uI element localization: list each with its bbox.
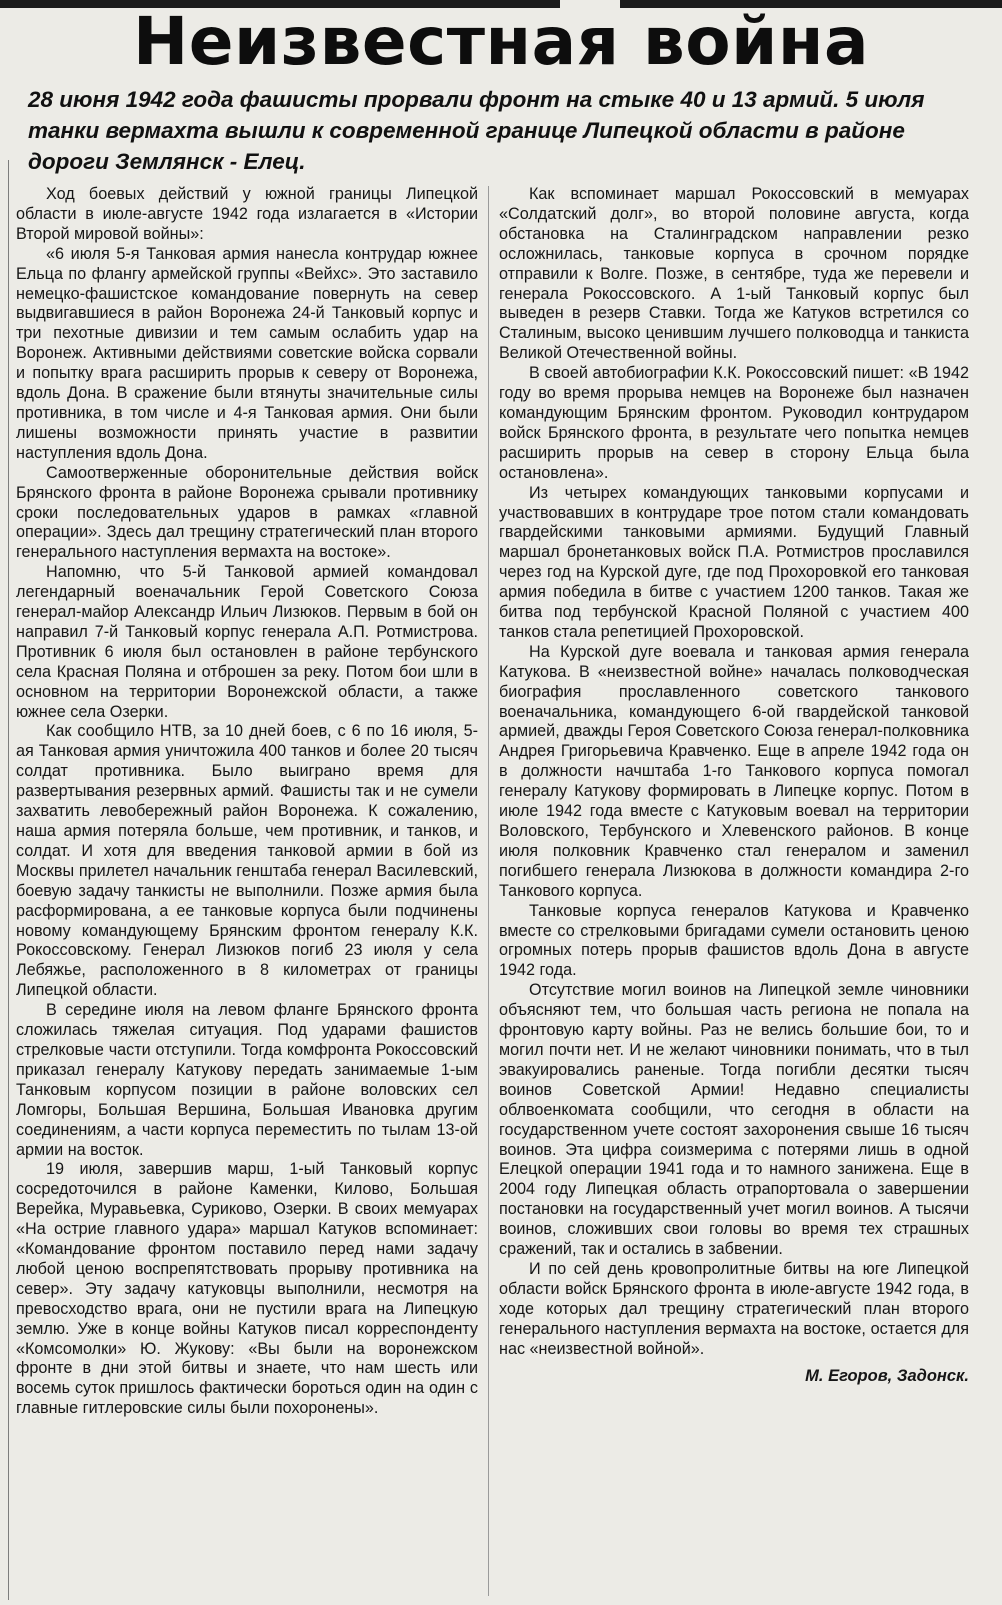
- paragraph: На Курской дуге воевала и танковая армия генерала Катукова. В «неизвестной войне» началась полководческая биография прославленного советского танкового военачальника, командующего 6-ой гвардейской танковой армией, дважды Героя Советского Союза генерал-полковника Андрея Григорьевича Кравченко. Еще в апреле 1942 года он в должности начштаба 1-го Танкового корпуса помогал генералу Катукову формировать в Липецке корпус. Потом в июле 1942 года вместе с Катуковым воевал на территории Воловского, Тербунского и Хлевенского районов. В конце июля полковник Кравченко стал генералом и заменил погибшего генерала Лизюкова в должности командира 2-го Танкового корпуса.: [499, 642, 969, 900]
- paragraph: И по сей день кровопролитные битвы на юге Липецкой области войск Брянского фронта в июле-августе 1942 года, в ходе которых дал трещину стратегический план второго генерального наступления вермахта на востоке, остается для нас «неизвестной войной».: [499, 1259, 969, 1358]
- paragraph: В середине июля на левом фланге Брянского фронта сложилась тяжелая ситуация. Под ударами фашистов стрелковые части отступили. Тогда комфронта Рокоссовский приказал генералу Катукову передать занимаемые 1-ым Танковым корпусом позиции в районе воловских сел Ломгоры, Большая Вершина, Большая Ивановка другим соединениям, а части корпуса переместить по тылам 13-ой армии на восток.: [16, 1001, 478, 1159]
- paragraph: Отсутствие могил воинов на Липецкой земле чиновники объясняют тем, что большая часть региона не попала на фронтовую карту войны. Раз не велись большие бои, то и могил почти нет. И не желают чиновники понимать, что в тыл эвакуировались раненые. Тогда погибли десятки тысяч воинов Советской Армии! Недавно специалисты облвоенкомата сообщили, что сегодня в области на государственном учете состоят захоронения свыше 16 тысяч воинов. Эта цифра соизмерима с потерями лишь в одной Елецкой операции 1941 года и то намного занижена. Еще в 2004 году Липецкая область отрапортовала о завершении постановки на государственный учет могил воинов. А тысячи воинов, сложивших свои головы во время тех страшных сражений, так и остались в забвении.: [499, 981, 969, 1259]
- paragraph: Напомню, что 5-й Танковой армией командовал легендарный военачальник Герой Советского Союза генерал-майор Александр Ильич Лизюков. Первым в бой он направил 7-й Танковый корпус генерала А.П. Ротмистрова. Противник 6 июля был остановлен в районе тербунского села Красная Поляна и отброшен за реку. Потом бои шли в основном на территории Воронежской области, а также южнее села Озерки.: [16, 563, 478, 721]
- paragraph: Танковые корпуса генералов Катукова и Кравченко вместе со стрелковыми бригадами сумели остановить ценою огромных потерь прорыв фашистов вдоль Дона в августе 1942 года.: [499, 901, 969, 980]
- left-column: [16, 185, 478, 1419]
- paragraph: 19 июля, завершив марш, 1-ый Танковый корпус сосредоточился в районе Каменки, Килово, Большая Верейка, Муравьевка, Суриково, Озерки. В своих мемуарах «На острие главного удара» маршал Катуков вспоминает: «Командование фронтом поставило перед нами задачу любой ценою воспрепятствовать прорыву противника на север». Эту задачу катуковцы выполнили, несмотря на превосходство врага, они не пустили врага на Липецкую землю. Уже в конце войны Катуков писал корреспонденту «Комсомолки» Ю. Жукову: «Вы были на воронежском фронте в дни этой битвы и знаете, что нам шесть или восемь суток пришлось фактически бороться один на один с главные гитлеровские силы были похоронены».: [16, 1160, 478, 1418]
- article-headline: Неизвестная война: [133, 3, 869, 80]
- right-column: [499, 185, 969, 1387]
- column-divider: [488, 186, 489, 1596]
- article-lead: 28 июня 1942 года фашисты прорвали фронт на стыке 40 и 13 армий. 5 июля танки вермахта вышли к современной границе Липецкой области в районе дороги Землянск - Елец.: [28, 87, 925, 174]
- left-page-rule: [8, 160, 9, 1600]
- paragraph: Ход боевых действий у южной границы Липецкой области в июле-августе 1942 года излагается в «Истории Второй мировой войны»:: [16, 185, 478, 243]
- paragraph: В своей автобиографии К.К. Рокоссовский пишет: «В 1942 году во время прорыва немцев на Воронеже был назначен командующим Брянским фронтом. Руководил контрударом войск Брянского фронта, в результате чего попытка немцев расширить прорыв на север в сторону Ельца была остановлена».: [499, 364, 969, 482]
- paragraph: Как сообщило НТВ, за 10 дней боев, с 6 по 16 июля, 5-ая Танковая армия уничтожила 400 танков и более 20 тысяч солдат противника. Было выиграно время для развертывания резервных армий. Фашисты так и не сумели захватить левобережный район Воронежа. К сожалению, наша армия потеряла больше, чем противник, и танков, и солдат. И хотя для введения танковой армии в бой из Москвы прилетел начальник генштаба генерал Василевский, боевую задачу танкисты не выполнили. Позже армия была расформирована, а ее танковые корпуса были подчинены новому командующему Брянским фронтом генералу К.К. Рокоссовскому. Генерал Лизюков погиб 23 июля у села Лебяжье, расположенного в 8 километрах от границы Липецкой области.: [16, 722, 478, 1000]
- paragraph: Как вспоминает маршал Рокоссовский в мемуарах «Солдатский долг», во второй половине августа, когда обстановка на Сталинградском направлении резко осложнилась, танковые корпуса в срочном порядке отправили к Волге. Позже, в сентябре, туда же перевели и генерала Рокоссовского. А 1-ый Танковый корпус был выведен в резерв Ставки. Тогда же Катуков встретился со Сталиным, высоко ценившим лучшего полководца и танкиста Великой Отечественной войны.: [499, 185, 969, 363]
- author-signature: М. Егоров, Задонск.: [805, 1367, 969, 1386]
- paragraph: Из четырех командующих танковыми корпусами и участвовавших в контрударе трое потом стали командовать гвардейскими танковыми армиями. Будущий Главный маршал бронетанковых войск П.А. Ротмистров прославился через год на Курской дуге, где под Прохоровкой его танковая армия победила в битве с участием 1200 танков. Такая же битва под тербунской Красной Поляной с участием 400 танков стала репетицией Прохоровской.: [499, 483, 969, 641]
- paragraph: «6 июля 5-я Танковая армия нанесла контрудар южнее Ельца по флангу армейской группы «Вейхс». Это заставило немецко-фашистское командование повернуть на север выдвигавшиеся в район Воронежа 24-й Танковый корпус и три пехотные дивизии и тем самым ослабить удар на Воронеж. Активными действиями советские войска сорвали и попытку врага расширить прорыв к северу от Воронежа, вдоль Дона. В сражение были втянуты значительные силы противника, в том числе и 4-я Танковая армия. Они были лишены возможности принять участие в развитии наступления вдоль Дона.: [16, 244, 478, 462]
- paragraph: Самоотверженные оборонительные действия войск Брянского фронта в районе Воронежа срывали противнику сроки последовательных ударов в рамках «главной операции». Здесь дал трещину стратегический план второго генерального наступления вермахта на востоке».: [16, 463, 478, 562]
